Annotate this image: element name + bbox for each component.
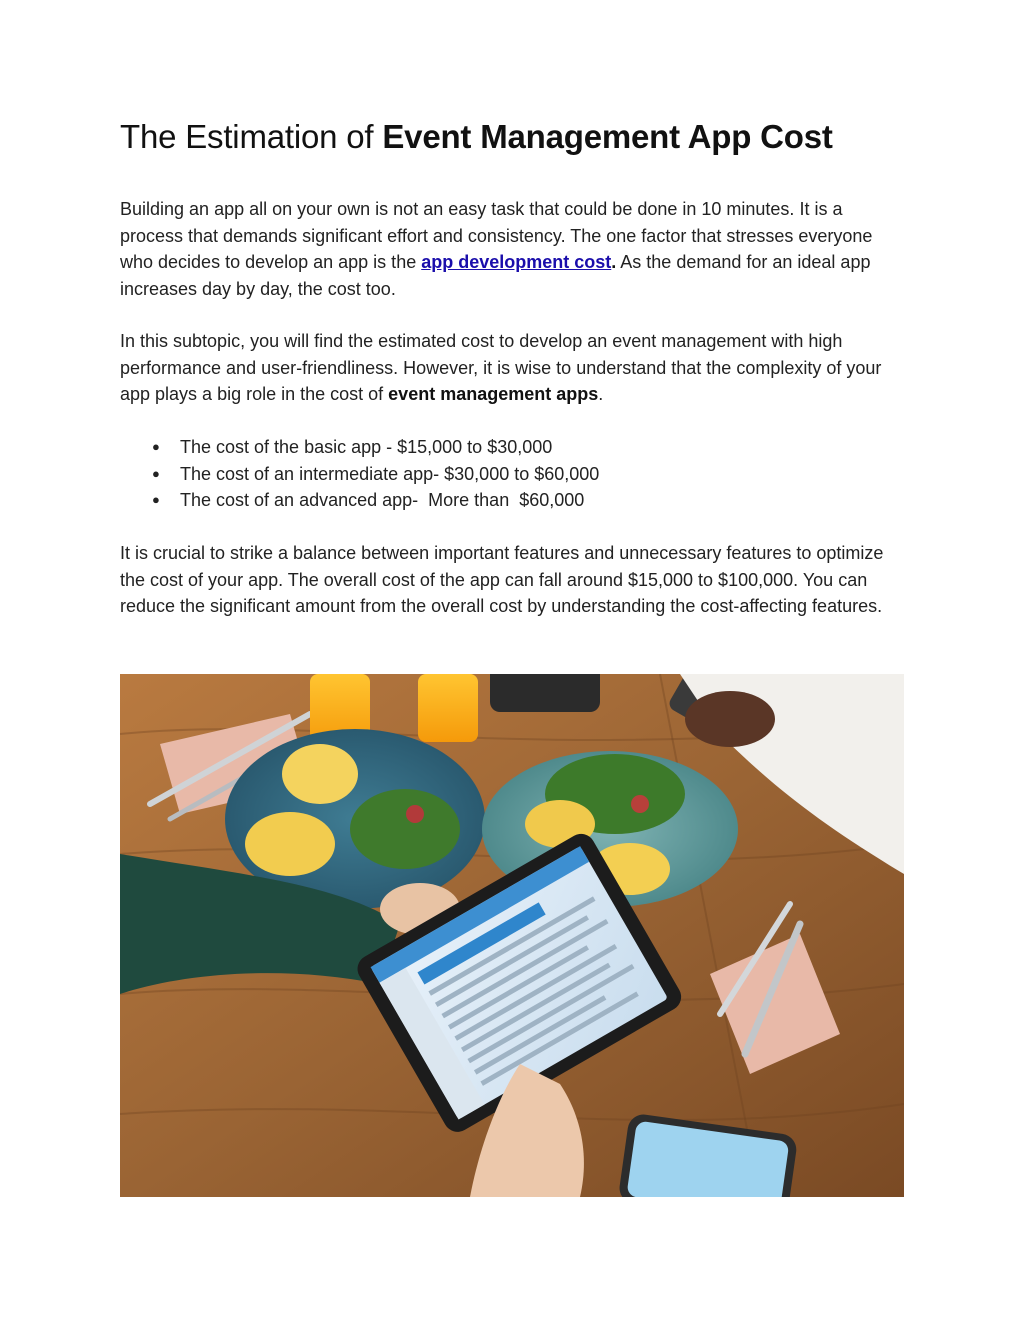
list-item-text: The cost of an intermediate app- $30,000 to $60,000 xyxy=(180,463,600,484)
cost-list xyxy=(120,434,599,514)
restaurant-tablet-photo xyxy=(120,674,904,1197)
list-item xyxy=(120,487,599,514)
subtopic-bold: event management apps xyxy=(388,384,599,404)
list-item xyxy=(120,461,599,488)
photo-illustration xyxy=(120,674,904,1197)
page-title xyxy=(120,118,833,156)
intro-paragraph xyxy=(120,196,910,302)
hand-right xyxy=(685,691,775,747)
tomato-left xyxy=(406,805,424,823)
balance-paragraph: It is crucial to strike a balance between important features and unnecessary features to optimize the cost of your app. The overall cost of the app can fall around $15,000 to $100,000. You can reduce the significant amount from the overall cost by understanding the cost-affecting features. xyxy=(120,543,884,616)
intro-text: Building an app all on your own is not an easy task that could be done in 10 minutes. It is a process that demands significant effort and consistency. The one factor that stresses everyone who decides to develop an app is the xyxy=(120,199,873,272)
egg-left-1 xyxy=(282,744,358,804)
subtopic-paragraph xyxy=(120,328,910,408)
bullet-icon: ● xyxy=(152,492,160,507)
tomato-right xyxy=(631,795,649,813)
title-bold: Event Management App Cost xyxy=(382,118,833,155)
juice-glass-right xyxy=(418,674,478,742)
list-item-text: The cost of an advanced app- More than $60,000 xyxy=(180,490,585,510)
bullet-icon: ● xyxy=(152,439,160,454)
list-item-text: The cost of the basic app - $15,000 to $30,000 xyxy=(180,437,553,457)
egg-left-2 xyxy=(245,812,335,876)
salad-left xyxy=(350,789,460,869)
bullet-icon: ● xyxy=(152,465,160,481)
intro-bold-period: . xyxy=(611,252,617,272)
subtopic-text-end: . xyxy=(598,384,604,404)
title-prefix: The Estimation of xyxy=(120,118,383,155)
phone-top xyxy=(490,674,600,712)
list-item xyxy=(120,434,599,461)
intro-text-end: As the demand for an ideal app increases day by day, the cost too. xyxy=(120,252,871,299)
subtopic-text: In this subtopic, you will find the estimated cost to develop an event management with high performance and user-friendliness. However, it is wise to understand that the complexity of your app plays a big role in the cost of xyxy=(120,331,882,404)
app-development-cost-link[interactable]: app development cost xyxy=(421,252,612,272)
